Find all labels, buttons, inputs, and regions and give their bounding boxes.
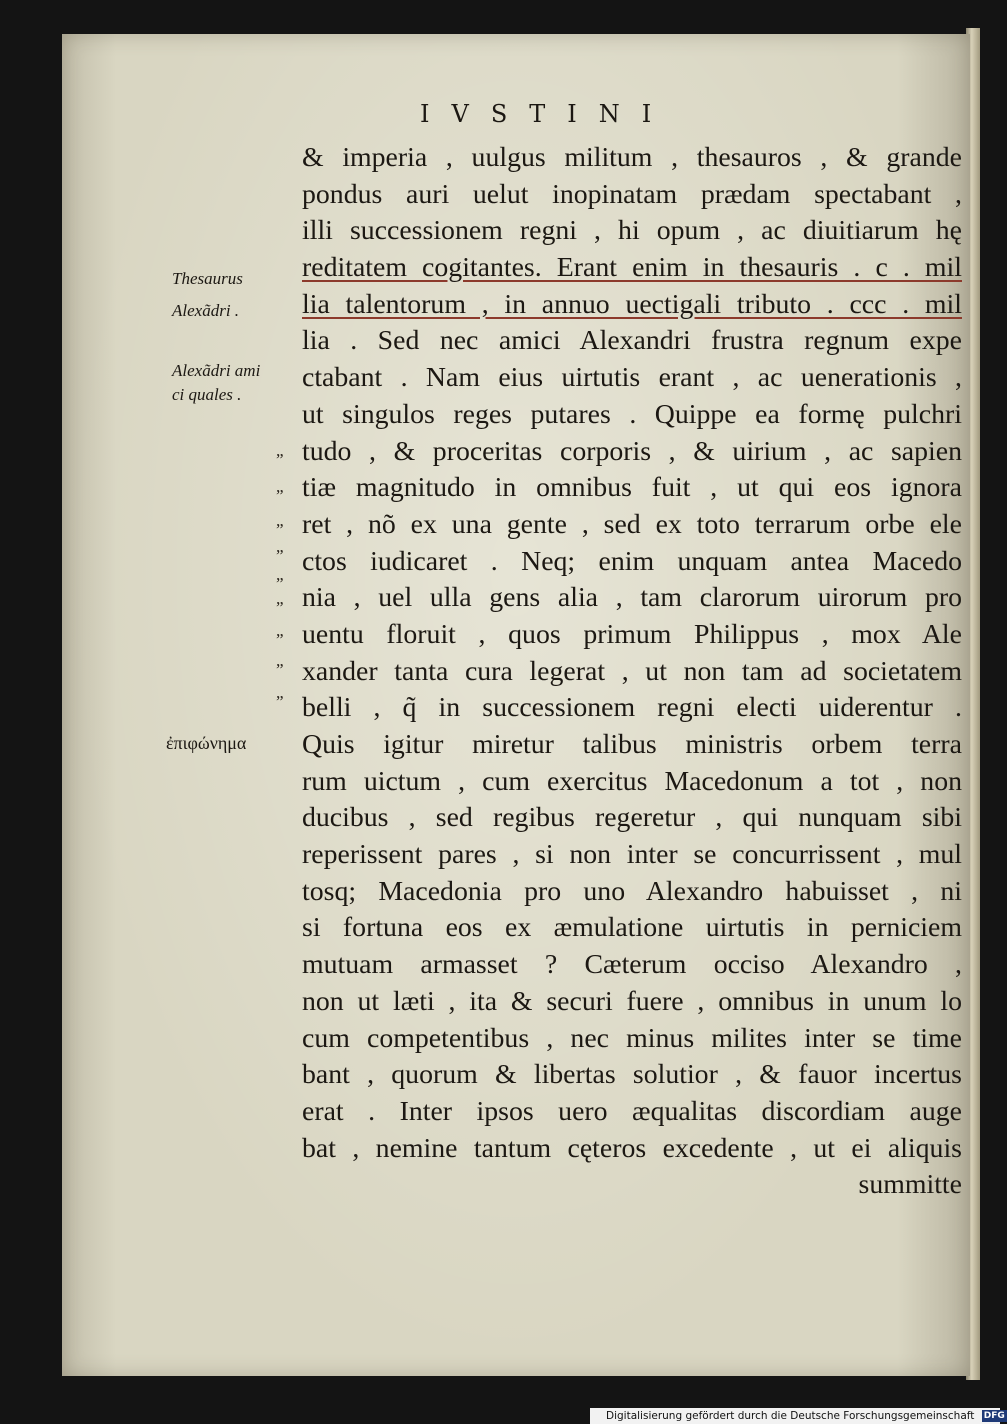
text-line: nia , uel ulla gens alia , tam clarorum uirorum pro <box>302 582 962 614</box>
quote-mark: ” <box>276 692 284 711</box>
catchword: summitte <box>858 1169 962 1201</box>
dfg-logo-icon: DFG <box>983 1411 1005 1421</box>
text-line: si fortuna eos ex æmulatione uirtutis in perniciem <box>302 912 962 944</box>
quote-mark: ” <box>276 546 284 565</box>
text-line: ut singulos reges putares . Quippe ea formę pulchri <box>302 398 962 430</box>
text-line: pondus auri uelut inopinatam prædam spectabant , <box>302 178 962 210</box>
margin-note-epiphonema: ἐπιφώνημα <box>166 733 247 753</box>
text-line: xander tanta cura legerat , ut non tam ad societatem <box>302 655 962 687</box>
text-line: ret , nõ ex una gente , sed ex toto terrarum orbe ele <box>302 508 962 540</box>
text-line: Quis igitur miretur talibus ministris orbem terra <box>302 729 962 760</box>
text-line: ducibus , sed regibus regeretur , qui nunquam sibi <box>302 802 962 834</box>
quote-mark: ” <box>276 630 284 649</box>
text-line: uentu floruit , quos primum Philippus , mox Ale <box>302 618 962 650</box>
quote-mark: ” <box>276 520 284 539</box>
margin-note-alexandri: Alexãdri . <box>172 301 240 320</box>
quote-mark: ” <box>276 598 284 617</box>
body-text <box>302 140 962 1204</box>
text-line: non ut læti , ita & securi fuere , omnibus in unum lo <box>302 985 962 1017</box>
text-line: & imperia , uulgus militum , thesauros , & grande <box>302 142 962 173</box>
quote-mark: ” <box>276 486 284 505</box>
text-line: rum uictum , cum exercitus Macedonum a tot , non <box>302 765 962 797</box>
text-line: bat , nemine tantum cęteros excedente , ut ei aliquis <box>302 1132 962 1164</box>
digitization-footer <box>590 1408 1005 1424</box>
text-line: cum competentibus , nec minus milites inter se time <box>302 1022 962 1054</box>
text-line: illi successionem regni , hi opum , ac diuitiarum hę <box>302 215 962 247</box>
text-line: tudo , & proceritas corporis , & uirium , ac sapien <box>302 435 962 467</box>
text-line: reperissent pares , si non inter se concurrissent , mul <box>302 839 962 871</box>
margin-note-amici: Alexãdri ami <box>172 361 261 380</box>
text-line: bant , quorum & libertas solutior , & fauor incertus <box>302 1059 962 1091</box>
text-line: belli , q̃ in successionem regni electi uiderentur . <box>302 692 962 724</box>
quote-mark: ” <box>276 574 284 593</box>
quote-mark: ” <box>276 660 284 679</box>
text-line: ctos iudicaret . Neq; enim unquam antea Macedo <box>302 545 962 577</box>
text-line-underlined: lia talentorum , in annuo uectigali tributo . ccc . mil <box>302 288 962 320</box>
footer-text: Digitalisierung gefördert durch die Deutsche Forschungsgemeinschaft <box>606 1410 975 1422</box>
text-line-underlined: reditatem cogitantes. Erant enim in thesauris . c . mil <box>302 252 962 284</box>
running-head: IVSTINI <box>420 100 674 128</box>
quote-mark: ” <box>276 450 284 469</box>
text-line: lia . Sed nec amici Alexandri frustra regnum expe <box>302 325 962 357</box>
text-line: tosq; Macedonia pro uno Alexandro habuisset , ni <box>302 875 962 907</box>
text-line: erat . Inter ipsos uero æqualitas discordiam auge <box>302 1095 962 1127</box>
text-line: ctabant . Nam eius uirtutis erant , ac uenerationis , <box>302 362 962 394</box>
text-line: mutuam armasset ? Cæterum occiso Alexandro , <box>302 949 962 981</box>
text-line: tiæ magnitudo in omnibus fuit , ut qui eos ignora <box>302 472 962 504</box>
margin-note-thesaurus: Thesaurus <box>172 269 243 288</box>
margin-note-quales: ci quales . <box>172 385 242 404</box>
